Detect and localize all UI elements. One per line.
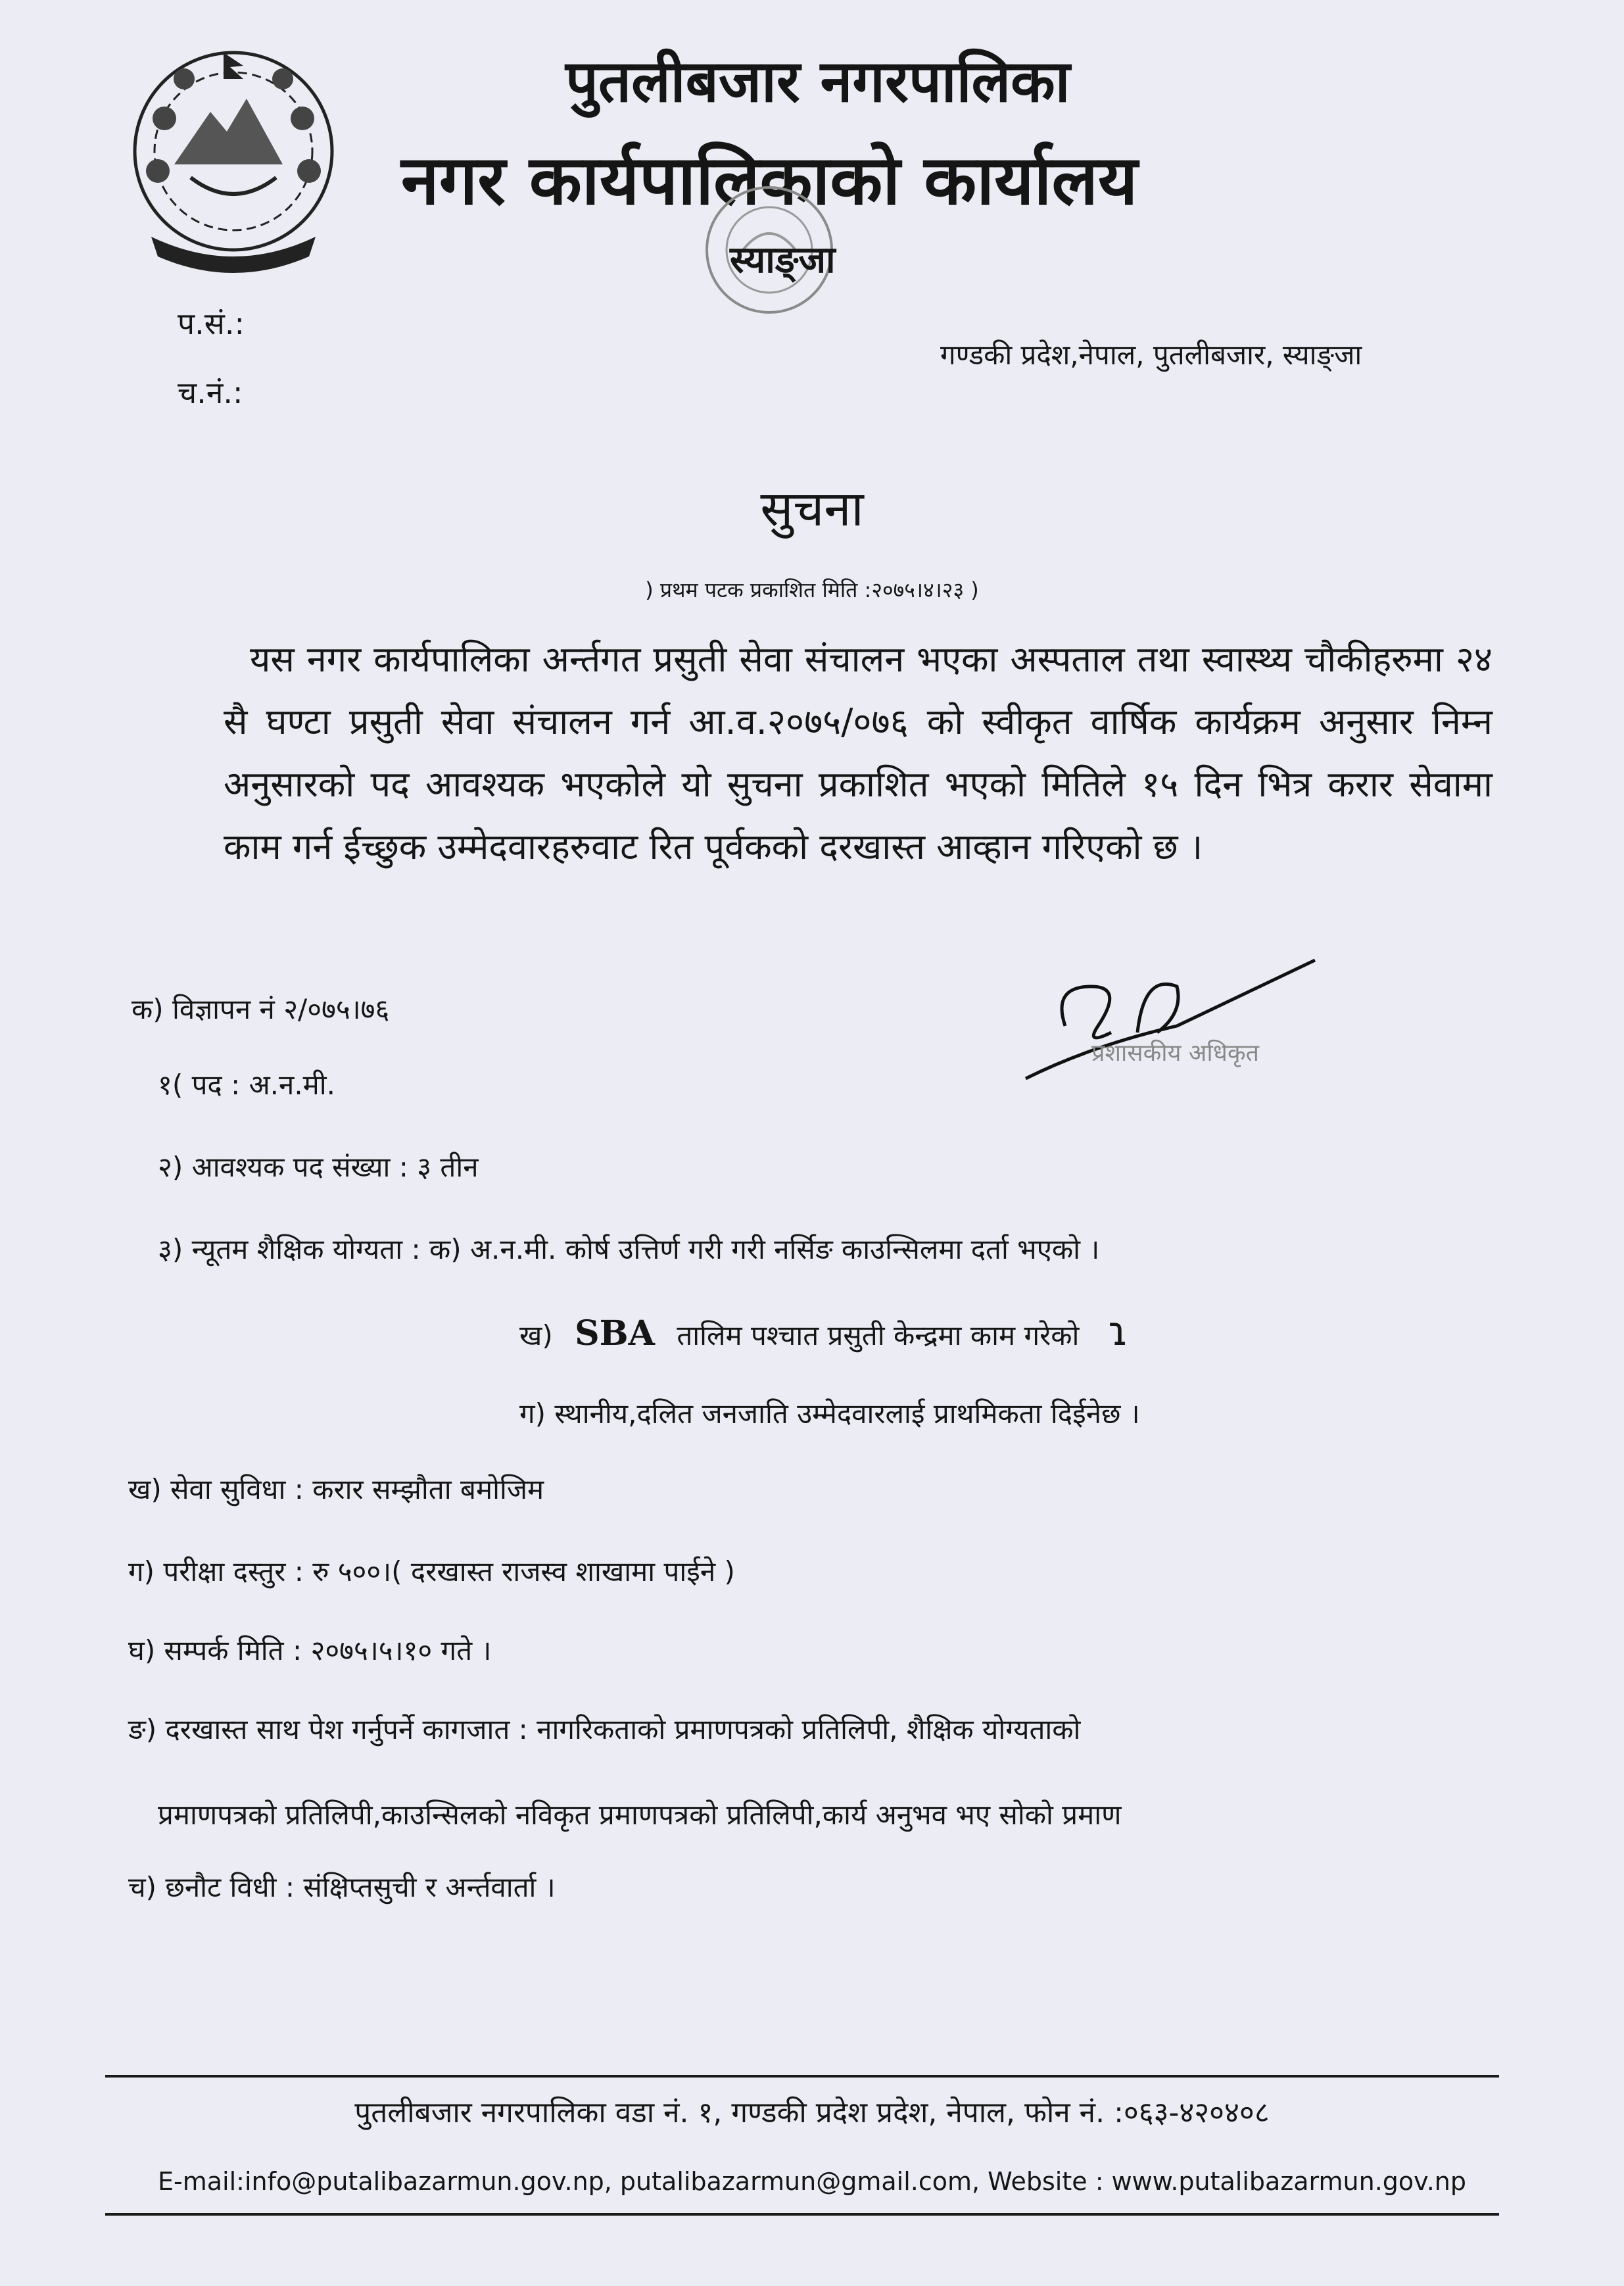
contact-date: घ) सम्पर्क मिति : २०७५।५।१० गते । xyxy=(128,1634,492,1666)
nepal-emblem-logo xyxy=(112,39,355,276)
notice-body: यस नगर कार्यपालिका अर्न्तगत प्रसुती सेवा संचालन भएका अस्पताल तथा स्वास्थ्य चौकीहरुमा २४ सै घण्टा प्रसुती सेवा संचालन गर्न आ.व.२०७५/०७६ को स्वीकृत वार्षिक कार्यक्रम अनुसार निम्न अनुसारको पद आवश्यक भएकोले यो सुचना प्रकाशित भएको मितिले १५ दिन भित्र करार सेवामा काम गर्न ईच्छुक उम्मेदवारहरुवाट रित पूर्वकको दरखास्त आव्हान गरिएको छ । xyxy=(224,639,1493,867)
qualification-b-text: तालिम पश्चात प्रसुती केन्द्रमा काम गरेको xyxy=(677,1319,1080,1351)
dispatch-number-label: च.नं.: xyxy=(178,375,243,410)
sba-label: SBA xyxy=(575,1313,655,1353)
service-facility: ख) सेवा सुविधा : करार सम्झौता बमोजिम xyxy=(128,1473,544,1505)
officer-signature xyxy=(1013,947,1335,1098)
required-documents-2: प्रमाणपत्रको प्रतिलिपी,काउन्सिलको नविकृत प्रमाणपत्रको प्रतिलिपी,कार्य अनुभव भए सोको प्रमाण xyxy=(158,1799,1122,1831)
qualification-b: ख) SBA तालिम पश्चात प्रसुती केन्द्रमा काम गरेको ɿ xyxy=(519,1309,1129,1355)
exam-fee: ग) परीक्षा दस्तुर : रु ५००।( दरखास्त राजस्व शाखामा पाईने ) xyxy=(128,1555,735,1588)
positions-required: २) आवश्यक पद संख्या : ३ तीन xyxy=(158,1151,479,1183)
advertisement-number: क) विज्ञापन नं २/०७५।७६ xyxy=(131,993,390,1025)
office-name: नगर कार्यपालिकाको कार्यालय xyxy=(401,140,1138,220)
footer-rule-bottom xyxy=(105,2213,1499,2216)
qualification-b-prefix: ख) xyxy=(519,1319,553,1351)
qualification-c: ग) स्थानीय,दलित जनजाति उम्मेदवारलाई प्राथमिकता दिईनेछ । xyxy=(519,1398,1140,1430)
footer-contact: E-mail:info@putalibazarmun.gov.np, putalibazarmun@gmail.com, Website : www.putalibazarmun.gov.np xyxy=(158,2167,1466,2196)
minimum-qualification: ३) न्यूतम शैक्षिक योग्यता : क) अ.न.मी. कोर्ष उत्तिर्ण गरी गरी नर्सिङ काउन्सिलमा दर्ता भएको । xyxy=(158,1233,1100,1265)
signature-stamp-text: प्रशासकीय अधिकृत xyxy=(1091,1040,1260,1067)
district-name: स्याङ्जा xyxy=(730,239,836,281)
notice-title: सुचना xyxy=(760,481,864,537)
footer-rule-top xyxy=(105,2075,1499,2078)
selection-method: च) छनौट विधी : संक्षिप्तसुची र अर्न्तवार्ता । xyxy=(128,1871,556,1903)
publication-date: ) प्रथम पटक प्रकाशित मिति :२०७५।४।२३ ) xyxy=(645,577,979,602)
post-name: १( पद : अ.न.मी. xyxy=(158,1069,336,1101)
required-documents-1: ङ) दरखास्त साथ पेश गर्नुपर्ने कागजात : नागरिकताको प्रमाणपत्रको प्रतिलिपी, शैक्षिक योग्यताको xyxy=(128,1713,1081,1745)
municipality-name: पुतलीबजार नगरपालिका xyxy=(565,47,1070,115)
reference-number-label: प.सं.: xyxy=(178,306,245,341)
footer-address: पुतलीबजार नगरपालिका वडा नं. १, गण्डकी प्रदेश प्रदेश, नेपाल, फोन नं. :०६३-४२०४०८ xyxy=(354,2096,1270,2129)
office-address: गण्डकी प्रदेश,नेपाल, पुतलीबजार, स्याङ्जा xyxy=(940,339,1362,371)
